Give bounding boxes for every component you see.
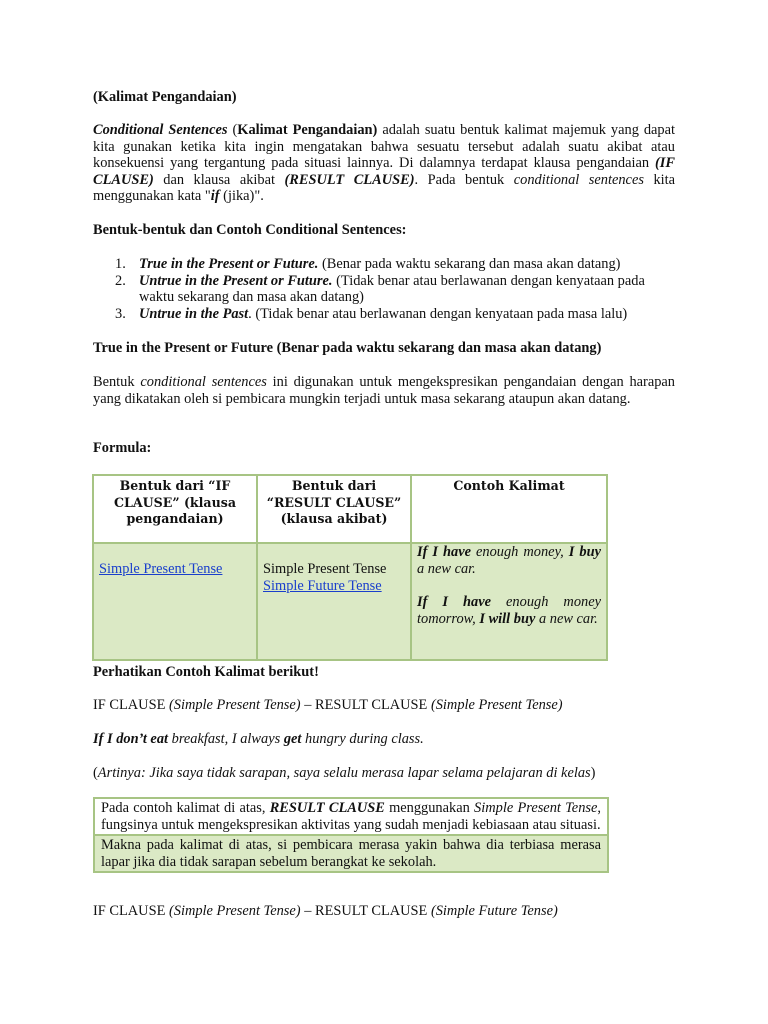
explanation-box xyxy=(93,797,609,873)
result-tense-text: Simple Present Tense xyxy=(263,561,387,577)
table-header-row xyxy=(93,475,607,543)
explanation-note-1: Pada contoh kalimat di atas, RESULT CLAUSE menggunakan Simple Present Tense, fungsinya untuk mengekspresikan aktivitas yang sudah menjadi kebiasaan atau situasi. xyxy=(101,800,601,833)
list-item: 2. Untrue in the Present or Future. (Tidak benar atau berlawanan dengan kenyataan pada waktu sekarang dan masa akan datang) xyxy=(115,272,645,306)
intro-paragraph: Conditional Sentences (Kalimat Pengandaian) adalah suatu bentuk kalimat majemuk yang dapat kita gunakan ketika kita ingin mengatakan bahwa sesuatu tersebut adalah suatu akibat atau konsekuensi yang tergantung pada situasi lainnya. Di dalamnya terdapat klausa pengandaian (IF CLAUSE) dan klausa akibat (RESULT CLAUSE). Pada bentuk conditional sentences kita menggunakan kata "if (jika)". xyxy=(93,122,676,205)
section-paragraph: Bentuk conditional sentences ini digunakan untuk mengekspresikan pengandaian dengan harapan yang dikatakan oleh si pembicara mungkin terjadi untuk masa sekarang ataupun akan datang. xyxy=(93,374,675,407)
forms-list xyxy=(93,256,675,322)
simple-future-tense-link[interactable]: Simple Future Tense xyxy=(263,577,382,594)
section-heading: True in the Present or Future (Benar pada waktu sekarang dan masa akan datang) xyxy=(93,340,602,356)
pattern-1: IF CLAUSE (Simple Present Tense) – RESULT CLAUSE (Simple Present Tense) xyxy=(93,697,563,713)
example-sentence: If I don’t eat breakfast, I always get hungry during class. xyxy=(93,731,424,747)
formula-table xyxy=(92,474,608,661)
cell-if-clause xyxy=(93,543,257,660)
cell-result-clause xyxy=(257,543,411,660)
example-heading: Perhatikan Contoh Kalimat berikut! xyxy=(93,664,319,680)
table-row xyxy=(93,543,607,660)
header-result-clause: Bentuk dari “RESULT CLAUSE” (klausa akibat) xyxy=(257,475,411,543)
example-sentence-2: If I have enough money tomorrow, I will buy a new car. xyxy=(417,594,601,627)
list-item: 1. True in the Present or Future. (Benar pada waktu sekarang dan masa akan datang) xyxy=(115,256,621,272)
forms-heading: Bentuk-bentuk dan Contoh Conditional Sentences: xyxy=(93,222,407,238)
formula-label: Formula: xyxy=(93,440,152,456)
document-title: (Kalimat Pengandaian) xyxy=(93,89,237,105)
example-sentence-1: If I have enough money, I buy a new car. xyxy=(417,544,601,577)
header-if-clause: Bentuk dari “IF CLAUSE” (klausa pengandaian) xyxy=(93,475,257,543)
explanation-note-2: Makna pada kalimat di atas, si pembicara merasa yakin bahwa dia terbiasa merasa lapar jika dia tidak sarapan sebelum berangkat ke sekolah. xyxy=(95,834,607,871)
cell-examples xyxy=(411,543,607,660)
pattern-2: IF CLAUSE (Simple Present Tense) – RESULT CLAUSE (Simple Future Tense) xyxy=(93,903,558,919)
header-example: Contoh Kalimat xyxy=(411,475,607,543)
simple-present-tense-link[interactable]: Simple Present Tense xyxy=(99,561,223,577)
list-item: 3. Untrue in the Past. (Tidak benar atau berlawanan dengan kenyataan pada masa lalu) xyxy=(115,305,628,322)
translation: (Artinya: Jika saya tidak sarapan, saya selalu merasa lapar selama pelajaran di kelas) xyxy=(93,765,596,781)
